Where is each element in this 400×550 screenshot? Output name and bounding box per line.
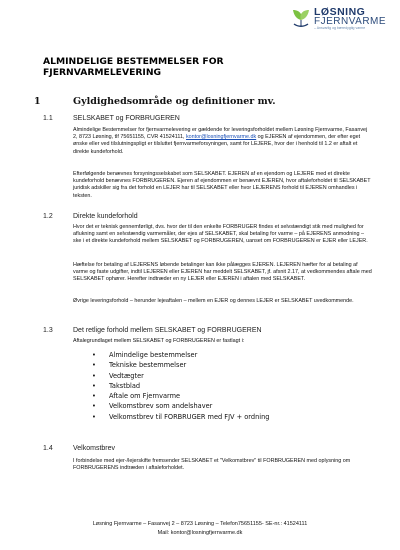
paragraph-1-2-c: Øvrige leveringsforhold – herunder lejeaftalen – mellem en EJER og dennes LEJER er SELSKABET uvedkommende. bbox=[73, 298, 354, 304]
title-line-1: ALMINDELIGE BESTEMMELSER FOR bbox=[43, 56, 224, 67]
section-number: 1 bbox=[34, 96, 41, 107]
section-title: Gyldighedsområde og definitioner mv. bbox=[73, 96, 276, 107]
bullet-icon: • bbox=[92, 381, 96, 390]
subsection-1-1-title: SELSKABET og FORBRUGEREN bbox=[73, 115, 180, 122]
paragraph-text: Almindelige Bestemmelser for fjernvarmelevering er gældende for leveringsforholdet mellem Løsning Fjernvarme, Fasanvej 2, 8723 Løsning, tlf 75651155, CVR 41524111, bbox=[73, 127, 368, 141]
list-item bbox=[92, 381, 269, 391]
bullet-icon: • bbox=[92, 412, 96, 421]
bullet-icon: • bbox=[92, 392, 96, 401]
paragraph-text: og EJEREN af ejendommen, der efter eget ønske eller ved tilslutningspligt er tilsluttet fjernvarmeforsyningen, samt for LEJERE, hvor der i henhold til 1.2 er aftalt et direkte kundeforhold. bbox=[73, 134, 361, 155]
subsection-1-2-title: Direkte kundeforhold bbox=[73, 213, 138, 220]
footer-mail: Mail: kontor@losningfjernvarme.dk bbox=[157, 529, 243, 536]
list-item-text: Velkomstbrev til FORBRUGER med FJV + ordning bbox=[109, 412, 270, 421]
subsection-1-4-title: Velkomstbrev bbox=[73, 445, 116, 452]
page-footer bbox=[0, 520, 400, 537]
list-item-text: Tekniske bestemmelser bbox=[109, 361, 187, 370]
paragraph-1-1-a bbox=[73, 127, 373, 156]
logo-tagline: – Ansvarlig og bæredygtig varme bbox=[314, 26, 366, 30]
paragraph-1-1-b: Efterfølgende benævnes forsyningsselskabet som SELSKABET. EJEREN af en ejendom og LEJERE med et direkte kundeforhold benævnes FORBRUGEREN. Ejeren af ejendommen er benævnt EJEREN, hvor aftaleforholdet til SELSKABET juridisk adskiller sig fra det forhold en LEJER har til SELSKABET eller hvor LEJERENS forhold til EJEREN omhandles i teksten. bbox=[73, 171, 371, 199]
paragraph-1-3-intro: Aftalegrundlaget mellem SELSKABET og FORBRUGEREN er fastlagt i: bbox=[73, 338, 245, 344]
subsection-1-2-number: 1.2 bbox=[43, 213, 53, 220]
company-logo bbox=[290, 6, 396, 32]
list-item-text: Aftale om Fjernvarme bbox=[109, 392, 181, 401]
agreement-documents-list bbox=[92, 350, 269, 422]
paragraph-1-2-a: Hvor det er teknisk gennemførligt, dvs. hvor der til den enkelte FORBRUGER findes et selvstændigt stik med mulighed for aflukning samt en selvstændig varmemåler, der ejes af SELSKABET, skal betaling for varme – på EJERENS anmodning – ske i et direkte kundeforhold mellem SELSKABET og FORBRUGEREN, uanset om FORBRUGEREN er EJER eller LEJER. bbox=[73, 224, 368, 245]
list-item-text: Velkomstbrev som andelshaver bbox=[109, 402, 213, 411]
subsection-1-4-number: 1.4 bbox=[43, 445, 53, 452]
list-item-text: Takstblad bbox=[109, 381, 141, 390]
list-item bbox=[92, 391, 269, 401]
list-item-text: Vedtægter bbox=[109, 371, 144, 380]
subsection-1-1-number: 1.1 bbox=[43, 115, 53, 122]
paragraph-1-4: I forbindelse med ejer-/lejerskifte fremsender SELSKABET et "Velkomstbrev" til FORBRUGEREN med oplysning om FORBRUGERENS indtræden i aftaleforholdet. bbox=[73, 458, 351, 472]
list-item-text: Almindelige bestemmelser bbox=[109, 351, 198, 359]
list-item bbox=[92, 360, 269, 370]
document-title bbox=[43, 56, 363, 78]
logo-leaf-icon bbox=[290, 6, 312, 30]
footer-address: Løsning Fjernvarme – Fasanvej 2 – 8723 Løsning – Telefon75651155- SE-nr.: 41524111 bbox=[92, 521, 308, 527]
bullet-icon: • bbox=[92, 371, 96, 380]
bullet-icon: • bbox=[92, 361, 96, 370]
logo-brand: LØSNING bbox=[314, 6, 366, 18]
bullet-icon: • bbox=[92, 351, 96, 359]
logo-subtitle: FJERNVARME bbox=[314, 16, 387, 27]
bullet-icon: • bbox=[92, 402, 96, 411]
paragraph-1-2-b: Hæftelse for betaling af LEJERENS løbende betalinger kan ikke pålægges EJEREN. LEJEREN hæfter for al betaling af varme og faste udgifter, indtil LEJEREN eller EJEREN har meddelt SELSKABET, jf. afsnit 2.17, at vedkommendes aftale med SELSKABET ophører. Herefter indtræder en ny LEJER eller EJEREN i aftalen med SELSKABET. bbox=[73, 262, 372, 283]
list-item bbox=[92, 401, 269, 411]
subsection-1-3-number: 1.3 bbox=[43, 327, 53, 334]
subsection-1-3-title: Det retlige forhold mellem SELSKABET og FORBRUGEREN bbox=[73, 327, 262, 334]
title-line-2: FJERNVARMELEVERING bbox=[43, 67, 162, 78]
email-link[interactable]: kontor@losningfjernvarme.dk bbox=[185, 134, 257, 141]
list-item bbox=[92, 371, 269, 381]
list-item bbox=[92, 350, 269, 360]
list-item bbox=[92, 412, 269, 422]
